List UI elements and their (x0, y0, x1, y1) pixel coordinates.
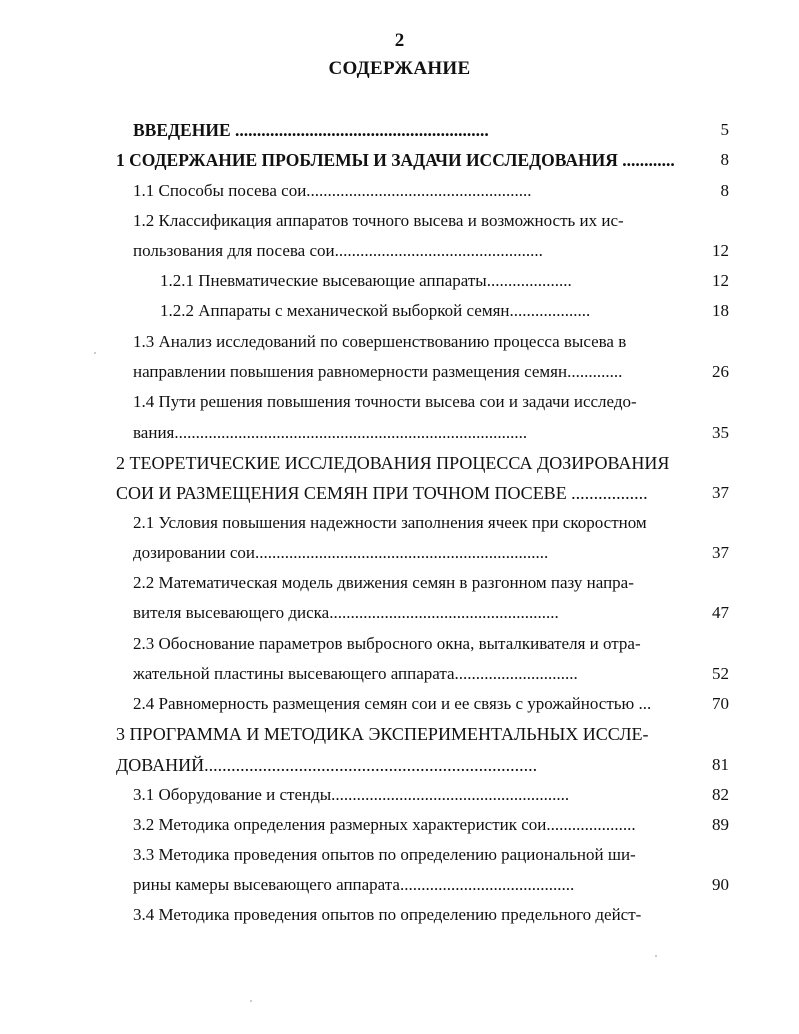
toc-entry-text: 3.3 Методика проведения опытов по определению рациональной ши- (133, 845, 636, 864)
toc-entry-page: 18 (712, 301, 729, 320)
toc-entry-text: жательной пластины высевающего аппарата............................. (133, 664, 578, 683)
toc-entry-text: 1.3 Анализ исследований по совершенствованию процесса высева в (133, 332, 627, 351)
toc-entry-text: 3.4 Методика проведения опытов по определению предельного дейст- (133, 905, 642, 924)
toc-entry-text: 3.2 Методика определения размерных характеристик сои..................... (133, 815, 636, 834)
toc-entry-text: ДОВАНИЙ.......................................................................... (116, 755, 538, 775)
toc-entry-text: 1.4 Пути решения повышения точности высева сои и задачи исследо- (133, 392, 637, 411)
toc-entry-text: 2.2 Математическая модель движения семян в разгонном пазу напра- (133, 573, 634, 592)
toc-entry-page: 81 (712, 755, 729, 774)
toc-entry-text: рины камеры высевающего аппарата......................................... (133, 875, 575, 894)
toc-entry-page: 90 (712, 875, 729, 894)
toc-entry-text: 2.4 Равномерность размещения семян сои и ее связь с урожайностью ... (133, 694, 652, 713)
toc-entry-text: вителя высевающего диска...................................................... (133, 603, 559, 622)
toc-entry-page: 12 (712, 241, 729, 260)
toc-entry-text: ВВЕДЕНИЕ .......................................................... (133, 120, 489, 140)
toc-entry-page: 35 (712, 423, 729, 442)
toc-entry-page: 37 (712, 543, 729, 562)
toc-entry-page: 52 (712, 664, 729, 683)
toc-entry-text: 1 СОДЕРЖАНИЕ ПРОБЛЕМЫ И ЗАДАЧИ ИССЛЕДОВАНИЯ ............ (116, 150, 675, 170)
page-number: 2 (394, 30, 405, 51)
toc-entry-page: 47 (712, 603, 729, 622)
toc-entry-text: 3.1 Оборудование и стенды........................................................ (133, 785, 570, 804)
toc-entry-page: 12 (712, 271, 729, 290)
toc-entry-text: дозировании сои..................................................................... (133, 543, 549, 562)
scan-speck (250, 1000, 252, 1002)
toc-entry-page: 26 (712, 362, 729, 381)
toc-entry-text: пользования для посева сои................................................. (133, 241, 543, 260)
toc-entry-page: 89 (712, 815, 729, 834)
toc-entry-text: вания................................................................................... (133, 423, 528, 442)
toc-entry-text: СОИ И РАЗМЕЩЕНИЯ СЕМЯН ПРИ ТОЧНОМ ПОСЕВЕ ................. (116, 483, 648, 503)
scan-speck (655, 955, 657, 957)
toc-entry-text: 1.2.1 Пневматические высевающие аппараты.................... (160, 271, 572, 290)
toc-entry-page: 8 (720, 181, 729, 200)
scan-speck (94, 352, 96, 354)
toc-entry-text: 1.2.2 Аппараты с механической выборкой семян................... (160, 301, 591, 320)
toc-entry-text: 1.2 Классификация аппаратов точного высева и возможность их ис- (133, 211, 624, 230)
toc-entry-page: 82 (712, 785, 729, 804)
toc-entry-page: 5 (720, 120, 729, 139)
toc-entry-text: направлении повышения равномерности размещения семян............. (133, 362, 623, 381)
toc-entry-text: 1.1 Способы посева сои..................................................... (133, 181, 532, 200)
toc-entry-text: 2.1 Условия повышения надежности заполнения ячеек при скоростном (133, 513, 647, 532)
toc-entry-text: 2 ТЕОРЕТИЧЕСКИЕ ИССЛЕДОВАНИЯ ПРОЦЕССА ДОЗИРОВАНИЯ (116, 453, 670, 473)
toc-entry-page: 37 (712, 483, 729, 502)
page-title: СОДЕРЖАНИЕ (328, 58, 471, 79)
toc-entry-page: 8 (720, 150, 729, 169)
toc-entry-text: 2.3 Обоснование параметров выбросного окна, выталкивателя и отра- (133, 634, 641, 653)
toc-entry-page: 70 (712, 694, 729, 713)
toc-entry-text: 3 ПРОГРАММА И МЕТОДИКА ЭКСПЕРИМЕНТАЛЬНЫХ ИССЛЕ- (116, 724, 649, 744)
